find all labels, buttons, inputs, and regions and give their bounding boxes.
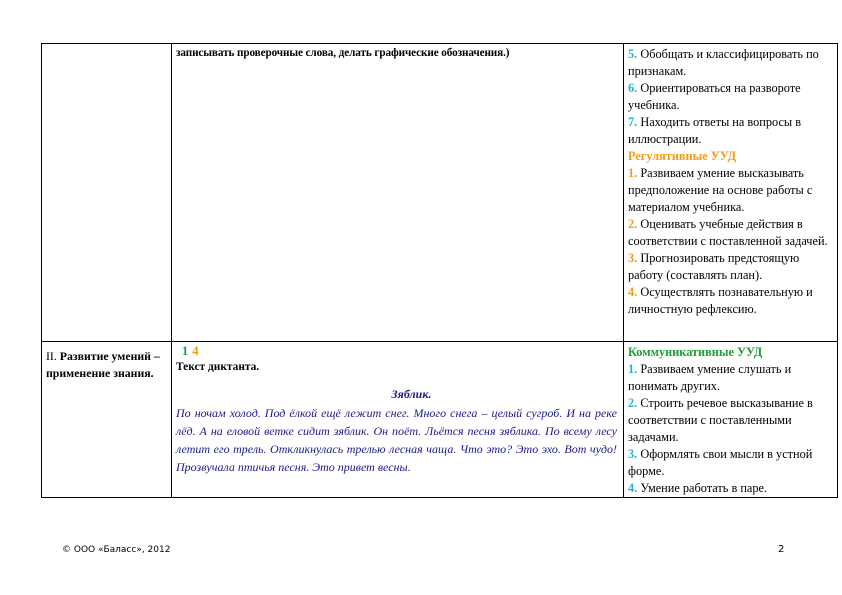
dictation-text: По ночам холод. Под ёлкой ещё лежит снег. Много снега – целый сугроб. И на реке лёд. А на еловой ветке сидит зяблик. Он поёт. Льётся песня зяблика. По всему лесу летит его трель. Откликнулась трелью лесная чаща. Что это? Это эхо. Вот чудо! Прозвучала птичья песня. Это привет весны. bbox=[176, 405, 617, 474]
uud-item: 7. Находить ответы на вопросы в иллюстрации. bbox=[628, 115, 802, 146]
activity-text: записывать проверочные слова, делать графические обозначения.) bbox=[176, 47, 510, 59]
activity-cell bbox=[172, 44, 624, 342]
marks bbox=[176, 344, 617, 359]
table-row bbox=[42, 341, 838, 497]
uud-item: 4. Осуществлять познавательную и личностную рефлексию. bbox=[628, 285, 813, 316]
stage-cell bbox=[42, 341, 172, 497]
dictation-cell bbox=[172, 341, 624, 497]
stage-number: II. bbox=[46, 348, 57, 363]
uud-cell bbox=[624, 44, 838, 342]
uud-item: 4. Умение работать в паре. bbox=[628, 480, 768, 495]
uud-item: 2. Строить речевое высказывание в соответствии с поставленными задачами. bbox=[628, 395, 813, 444]
footer-copyright: © ООО «Баласс», 2012 bbox=[62, 545, 171, 555]
stage-title: Развитие умений – применение знания. bbox=[46, 348, 160, 381]
uud-item: 1. Развиваем умение высказывать предположение на основе работы с материалом учебника. bbox=[628, 166, 813, 214]
stage-cell-empty bbox=[42, 44, 172, 342]
uud-cell bbox=[624, 341, 838, 497]
page-number: 2 bbox=[778, 544, 785, 555]
uud-heading-communicative: Коммуникативные УУД bbox=[628, 344, 763, 359]
uud-heading-regulative: Регулятивные УУД bbox=[628, 149, 737, 163]
uud-item: 1. Развиваем умение слушать и понимать других. bbox=[628, 361, 792, 393]
dictation-label: Текст диктанта. bbox=[176, 360, 260, 373]
uud-item: 5. Обобщать и классифицировать по признакам. bbox=[628, 47, 819, 78]
uud-item: 3. Прогнозировать предстоящую работу (составлять план). bbox=[628, 251, 800, 282]
uud-item: 2. Оценивать учебные действия в соответствии с поставленной задачей. bbox=[628, 217, 828, 248]
dictation-title: Зяблик. bbox=[391, 386, 432, 401]
lesson-plan-table bbox=[41, 43, 838, 498]
mark-green: 1 bbox=[182, 343, 189, 358]
uud-item: 6. Ориентироваться на развороте учебника. bbox=[628, 81, 801, 112]
uud-item: 3. Оформлять свои мысли в устной форме. bbox=[628, 446, 813, 478]
table-row bbox=[42, 44, 838, 342]
mark-orange: 4 bbox=[192, 343, 199, 358]
